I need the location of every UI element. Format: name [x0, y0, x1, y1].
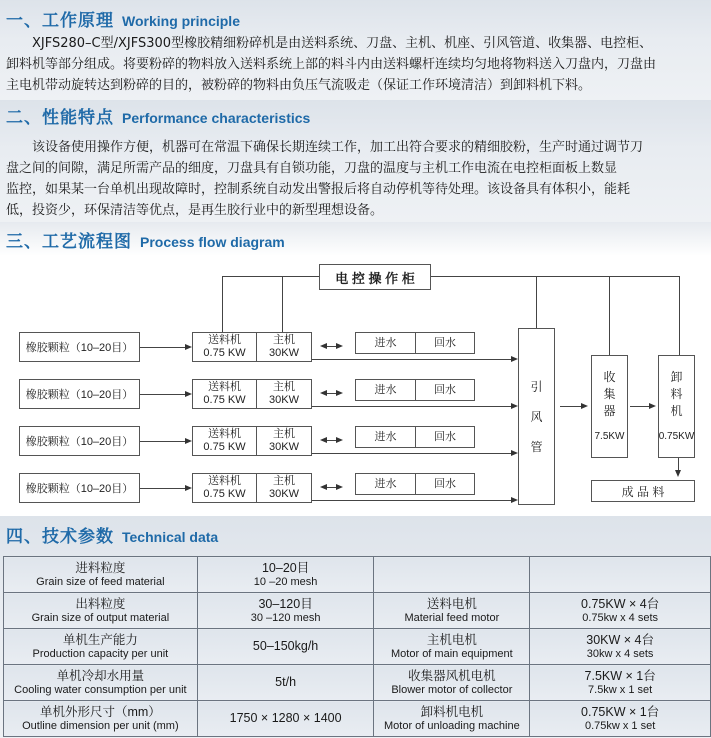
arrow-right-icon [185, 485, 192, 491]
param-cell [374, 557, 530, 593]
heading-en: Working principle [122, 13, 240, 29]
text-line: XJFS280–C型/XJFS300型橡胶精细粉碎机是由送料系统、刀盘、主机、机座、引风管道、收集器、电控柜、 [32, 36, 653, 51]
heading-cn: 三、工艺流程图 [6, 232, 132, 252]
arrow-right-icon [185, 344, 192, 350]
arrow-right-icon [185, 391, 192, 397]
control-line [282, 276, 283, 332]
working-principle-text [6, 33, 709, 96]
value-cell: 30–120目 30 –120 mesh [197, 593, 374, 629]
value-cell: 30KW × 4台 30kw x 4 sets [530, 629, 711, 665]
arrow-right-icon [336, 484, 343, 490]
arrow-left-icon [320, 343, 327, 349]
arrow-right-icon [511, 450, 518, 456]
control-line [609, 276, 610, 355]
water-box: 进水 回水 [355, 473, 475, 495]
flow-line [312, 453, 512, 454]
process-heading [6, 227, 285, 252]
param-cell: 出料粒度 Grain size of output material [4, 593, 198, 629]
unloader-box: 卸 料 机 0.75KW [658, 355, 695, 458]
table-row [4, 629, 711, 665]
table-row [4, 593, 711, 629]
arrow-down-icon [675, 470, 681, 477]
table-row [4, 665, 711, 701]
arrow-right-icon [581, 403, 588, 409]
performance-heading [6, 103, 310, 128]
value-cell: 7.5KW × 1台 7.5kw x 1 set [530, 665, 711, 701]
control-bus-right [431, 276, 680, 277]
flow-line [560, 406, 582, 407]
arrow-right-icon [511, 403, 518, 409]
value-cell: 10–20目 10 –20 mesh [197, 557, 374, 593]
flow-line [140, 347, 186, 348]
feeder-main-box: 送料机 0.75 KW 主机 30KW [192, 426, 312, 456]
param-cell: 收集器风机电机 Blower motor of collector [374, 665, 530, 701]
flow-line [140, 488, 186, 489]
param-cell: 卸料机电机 Motor of unloading machine [374, 701, 530, 737]
value-cell [530, 557, 711, 593]
table-row [4, 557, 711, 593]
heading-cn: 二、性能特点 [6, 108, 114, 128]
process-flow-diagram [0, 256, 711, 514]
input-material-box: 橡胶颗粒（10–20目） [19, 332, 140, 362]
finished-product-box: 成 品 料 [591, 480, 695, 502]
arrow-right-icon [185, 438, 192, 444]
flow-line [140, 441, 186, 442]
text-line: 主电机带动旋转达到粉碎的目的，被粉碎的物料由负压气流吸走（保证工作环境清洁）到卸料机下料。 [6, 78, 592, 93]
heading-en: Technical data [122, 529, 219, 545]
heading-en: Performance characteristics [122, 110, 311, 126]
control-line [536, 276, 537, 328]
technical-heading [6, 522, 218, 547]
input-material-box: 橡胶颗粒（10–20目） [19, 379, 140, 409]
feeder-main-box: 送料机 0.75 KW 主机 30KW [192, 332, 312, 362]
control-cabinet-box: 电 控 操 作 柜 [319, 264, 431, 290]
feeder-main-box: 送料机 0.75 KW 主机 30KW [192, 379, 312, 409]
arrow-left-icon [320, 484, 327, 490]
param-cell: 主机电机 Motor of main equipment [374, 629, 530, 665]
text-line: 卸料机等部分组成。将要粉碎的物料放入送料系统上部的料斗内由送料螺杆连续均匀地将物料送入刀盘内，刀盘由 [6, 57, 657, 72]
param-cell: 单机外形尺寸（mm） Outline dimension per unit (mm) [4, 701, 198, 737]
control-line [222, 276, 223, 332]
value-cell: 5t/h [197, 665, 374, 701]
control-bus-left [222, 276, 319, 277]
text-line: 监控，如果某一台单机出现故障时，控制系统自动发出警报后将自动停机等待处理。该设备具有体积小，能耗 [6, 182, 631, 197]
input-material-box: 橡胶颗粒（10–20目） [19, 473, 140, 503]
flow-line [140, 394, 186, 395]
induced-draft-duct-box: 引 风 管 [518, 328, 555, 505]
water-box: 进水 回水 [355, 332, 475, 354]
feeder-main-box: 送料机 0.75 KW 主机 30KW [192, 473, 312, 503]
param-cell: 进料粒度 Grain size of feed material [4, 557, 198, 593]
heading-cn: 一、工作原理 [6, 11, 114, 31]
value-cell: 50–150kg/h [197, 629, 374, 665]
table-row [4, 701, 711, 737]
param-cell: 送料电机 Material feed motor [374, 593, 530, 629]
arrow-left-icon [320, 437, 327, 443]
text-line: 盘之间的间隙，满足所需产品的细度，刀盘具有自锁功能，刀盘的温度与主机工作电流在电控柜面板上数显 [6, 161, 618, 176]
water-box: 进水 回水 [355, 426, 475, 448]
value-cell: 1750 × 1280 × 1400 [197, 701, 374, 737]
text-line: 低，投资少，环保清洁等优点，是再生胶行业中的新型理想设备。 [6, 203, 384, 218]
value-cell: 0.75KW × 4台 0.75kw x 4 sets [530, 593, 711, 629]
technical-data-table [3, 556, 711, 737]
control-line [679, 276, 680, 355]
water-box: 进水 回水 [355, 379, 475, 401]
flow-line [312, 359, 512, 360]
param-cell: 单机生产能力 Production capacity per unit [4, 629, 198, 665]
heading-cn: 四、技术参数 [6, 527, 114, 547]
arrow-left-icon [320, 390, 327, 396]
performance-text [6, 137, 709, 221]
arrow-right-icon [336, 343, 343, 349]
heading-en: Process flow diagram [140, 234, 285, 250]
arrow-right-icon [336, 437, 343, 443]
collector-box: 收 集 器 7.5KW [591, 355, 628, 458]
input-material-box: 橡胶颗粒（10–20目） [19, 426, 140, 456]
value-cell: 0.75KW × 1台 0.75kw x 1 set [530, 701, 711, 737]
param-cell: 单机冷却水用量 Cooling water consumption per unit [4, 665, 198, 701]
arrow-right-icon [511, 356, 518, 362]
arrow-right-icon [511, 497, 518, 503]
flow-line [630, 406, 650, 407]
arrow-right-icon [649, 403, 656, 409]
flow-line [312, 500, 512, 501]
text-line: 该设备使用操作方便，机器可在常温下确保长期连续工作，加工出符合要求的精细胶粉，生产时通过调节刀 [32, 140, 644, 155]
arrow-right-icon [336, 390, 343, 396]
flow-line [312, 406, 512, 407]
working-principle-heading [6, 6, 240, 31]
